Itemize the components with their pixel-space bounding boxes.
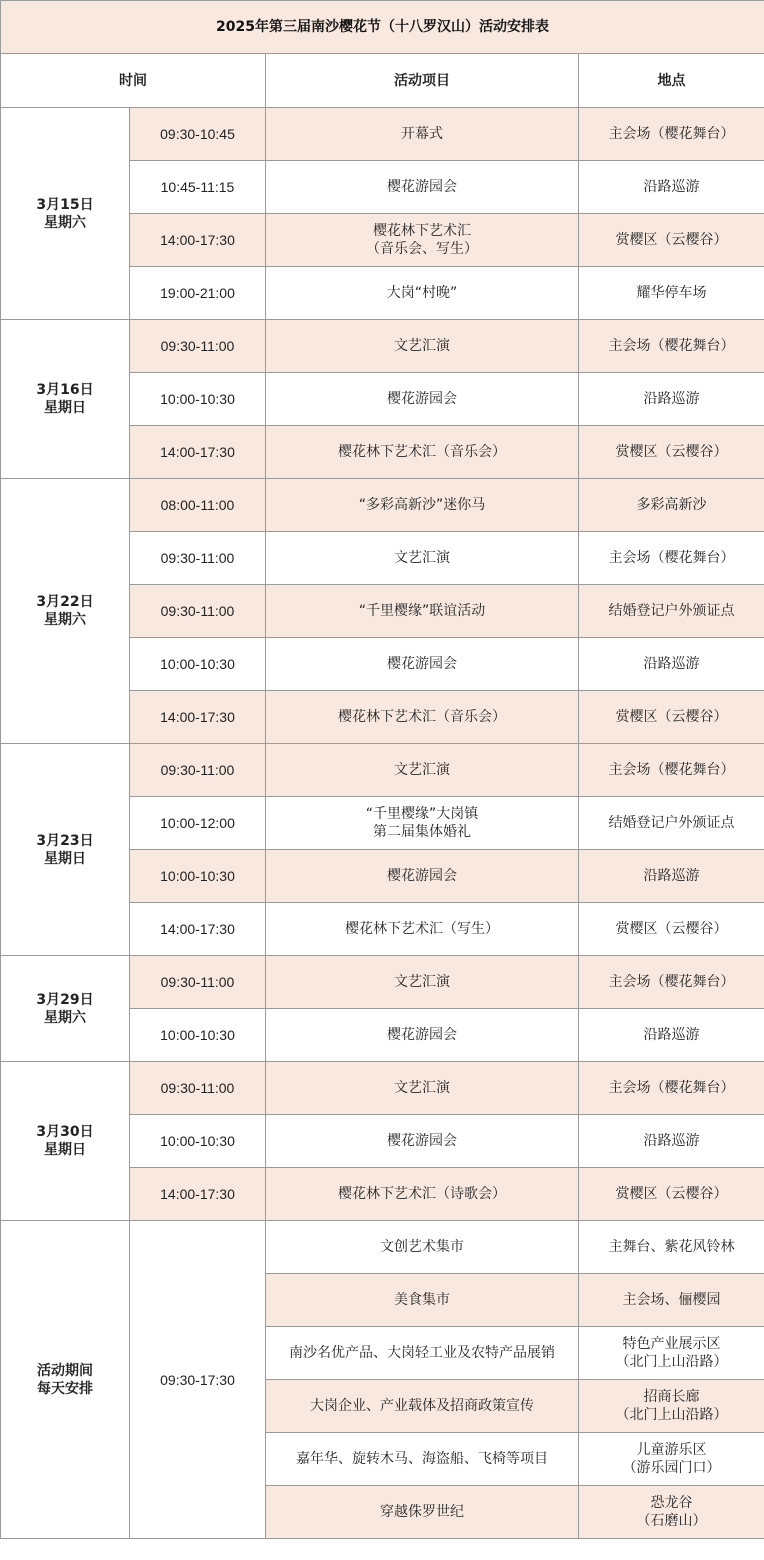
date-cell: [1, 320, 130, 479]
location-line: 赏樱区（云樱谷）: [615, 232, 728, 248]
header-time: 时间: [1, 54, 266, 108]
time-cell: 14:00-17:30: [130, 1168, 266, 1221]
location-line: 主舞台、紫花风铃林: [608, 1239, 735, 1255]
date-cell: [1, 1062, 130, 1221]
activity-cell: [266, 1274, 579, 1327]
time-cell: 10:00-10:30: [130, 638, 266, 691]
table-row: [1, 479, 764, 532]
date-cell: [1, 744, 130, 956]
activity-line: 樱花林下艺术汇: [373, 223, 471, 239]
weekday-label: 星期日: [44, 1142, 86, 1158]
activity-cell: [266, 797, 579, 850]
location-line: 主会场、俪樱园: [622, 1292, 721, 1308]
location-line: 主会场（樱花舞台）: [608, 762, 735, 778]
activity-cell: [266, 532, 579, 585]
activity-cell: [266, 1221, 579, 1274]
location-line: 恐龙谷: [650, 1495, 693, 1511]
activity-line: 樱花游园会: [387, 1027, 457, 1043]
time-cell: 14:00-17:30: [130, 214, 266, 267]
location-line: 沿路巡游: [643, 179, 700, 195]
location-cell: [579, 1062, 764, 1115]
activity-line: 第二届集体婚礼: [373, 824, 471, 840]
daily-label-line: 活动期间: [37, 1362, 93, 1379]
activity-cell: [266, 956, 579, 1009]
activity-cell: [266, 850, 579, 903]
location-cell: [579, 1115, 764, 1168]
time-cell: 14:00-17:30: [130, 903, 266, 956]
location-line: 主会场（樱花舞台）: [608, 974, 735, 990]
activity-cell: [266, 1009, 579, 1062]
weekday-label: 星期六: [44, 214, 86, 231]
date-label: 3月16日: [36, 382, 94, 398]
date-label: 3月30日: [36, 1124, 94, 1140]
time-cell: 14:00-17:30: [130, 691, 266, 744]
activity-cell: [266, 320, 579, 373]
activity-line: 开幕式: [401, 126, 443, 142]
activity-cell: [266, 1168, 579, 1221]
table-row: [1, 956, 764, 1009]
activity-cell: [266, 373, 579, 426]
header-location: 地点: [579, 54, 764, 108]
location-cell: [579, 161, 764, 214]
time-cell: 10:00-10:30: [130, 850, 266, 903]
time-cell: 19:00-21:00: [130, 267, 266, 320]
activity-line: 樱花游园会: [387, 1133, 457, 1149]
location-line: 结婚登记户外颁证点: [608, 603, 735, 619]
activity-line: 南沙名优产品、大岗轻工业及农特产品展销: [289, 1345, 555, 1361]
daily-time-cell: 09:30-17:30: [130, 1221, 266, 1539]
location-cell: [579, 214, 764, 267]
location-line: 赏樱区（云樱谷）: [615, 1186, 728, 1202]
table-title: 2025年第三届南沙樱花节（十八罗汉山）活动安排表: [1, 1, 764, 54]
table-row: [1, 1062, 764, 1115]
time-cell: 14:00-17:30: [130, 426, 266, 479]
activity-line: 嘉年华、旋转木马、海盗船、飞椅等项目: [296, 1451, 548, 1467]
time-cell: 10:00-12:00: [130, 797, 266, 850]
activity-line: 文艺汇演: [394, 762, 450, 778]
location-cell: [579, 426, 764, 479]
activity-line: 大岗“村晚”: [386, 285, 458, 301]
location-cell: [579, 956, 764, 1009]
activity-cell: [266, 1433, 579, 1486]
date-cell: [1, 956, 130, 1062]
time-cell: 09:30-10:45: [130, 108, 266, 161]
time-cell: 09:30-11:00: [130, 532, 266, 585]
activity-line: （音乐会、写生）: [366, 241, 478, 257]
activity-cell: [266, 267, 579, 320]
location-line: 赏樱区（云樱谷）: [615, 709, 728, 725]
time-cell: 10:00-10:30: [130, 373, 266, 426]
activity-cell: [266, 1327, 579, 1380]
activity-cell: [266, 1115, 579, 1168]
activity-line: 樱花林下艺术汇（诗歌会）: [338, 1186, 506, 1202]
location-cell: [579, 532, 764, 585]
location-cell: [579, 373, 764, 426]
time-cell: 09:30-11:00: [130, 1062, 266, 1115]
activity-line: 樱花林下艺术汇（音乐会）: [338, 444, 506, 460]
activity-cell: [266, 691, 579, 744]
location-line: 主会场（樱花舞台）: [608, 126, 735, 142]
time-cell: 10:00-10:30: [130, 1009, 266, 1062]
table-row: [1, 1221, 764, 1274]
time-cell: 09:30-11:00: [130, 585, 266, 638]
location-line: 结婚登记户外颁证点: [608, 815, 735, 831]
activity-cell: [266, 744, 579, 797]
date-label: 3月22日: [36, 594, 94, 610]
activity-cell: [266, 1380, 579, 1433]
activity-cell: [266, 108, 579, 161]
time-cell: 09:30-11:00: [130, 956, 266, 1009]
table-row: [1, 744, 764, 797]
activity-cell: [266, 426, 579, 479]
activity-line: 穿越侏罗世纪: [380, 1504, 464, 1520]
location-line: 特色产业展示区: [622, 1336, 721, 1352]
location-line: 主会场（樱花舞台）: [608, 1080, 735, 1096]
location-cell: [579, 638, 764, 691]
activity-line: 文艺汇演: [394, 338, 450, 354]
time-cell: 10:00-10:30: [130, 1115, 266, 1168]
location-line: （北门上山沿路）: [615, 1354, 728, 1370]
activity-line: 美食集市: [394, 1292, 450, 1308]
location-line: 沿路巡游: [643, 1133, 700, 1149]
location-cell: [579, 1433, 764, 1486]
time-cell: 10:45-11:15: [130, 161, 266, 214]
activity-cell: [266, 1062, 579, 1115]
location-cell: [579, 1168, 764, 1221]
activity-line: 樱花游园会: [387, 868, 457, 884]
activity-cell: [266, 1486, 579, 1539]
location-line: 沿路巡游: [643, 391, 700, 407]
location-cell: [579, 1009, 764, 1062]
location-cell: [579, 691, 764, 744]
time-cell: 09:30-11:00: [130, 320, 266, 373]
location-cell: [579, 585, 764, 638]
schedule-body: [1, 108, 764, 1539]
activity-line: “多彩高新沙”迷你马: [358, 497, 486, 513]
activity-cell: [266, 903, 579, 956]
weekday-label: 星期六: [44, 1009, 86, 1026]
location-cell: [579, 1486, 764, 1539]
activity-line: “千里樱缘”大岗镇: [365, 806, 479, 822]
activity-line: 文艺汇演: [394, 550, 450, 566]
location-line: 主会场（樱花舞台）: [608, 550, 735, 566]
activity-cell: [266, 479, 579, 532]
location-line: 赏樱区（云樱谷）: [615, 444, 728, 460]
date-cell: [1, 108, 130, 320]
location-line: （石磨山）: [636, 1513, 707, 1529]
location-cell: [579, 1327, 764, 1380]
activity-line: 文创艺术集市: [380, 1239, 464, 1255]
activity-line: 樱花林下艺术汇（音乐会）: [338, 709, 506, 725]
location-cell: [579, 320, 764, 373]
activity-cell: [266, 638, 579, 691]
location-cell: [579, 1380, 764, 1433]
header-activity: 活动项目: [266, 54, 579, 108]
activity-line: 樱花游园会: [387, 391, 457, 407]
activity-line: 樱花林下艺术汇（写生）: [345, 921, 499, 937]
daily-label-cell: [1, 1221, 130, 1539]
location-line: 多彩高新沙: [636, 497, 707, 513]
date-label: 3月23日: [36, 832, 94, 849]
activity-line: 樱花游园会: [387, 179, 457, 195]
table-row: [1, 320, 764, 373]
location-line: 儿童游乐区: [636, 1442, 707, 1458]
location-line: 沿路巡游: [643, 1027, 700, 1043]
location-cell: [579, 108, 764, 161]
location-line: 沿路巡游: [643, 868, 700, 884]
time-cell: 08:00-11:00: [130, 479, 266, 532]
location-cell: [579, 797, 764, 850]
activity-line: 大岗企业、产业载体及招商政策宣传: [310, 1398, 534, 1414]
activity-line: “千里樱缘”联谊活动: [358, 603, 486, 619]
location-line: 赏樱区（云樱谷）: [615, 921, 728, 937]
activity-cell: [266, 585, 579, 638]
location-line: 沿路巡游: [643, 656, 700, 672]
time-cell: 09:30-11:00: [130, 744, 266, 797]
location-cell: [579, 479, 764, 532]
location-cell: [579, 744, 764, 797]
location-cell: [579, 903, 764, 956]
date-label: 3月15日: [36, 196, 94, 213]
activity-line: 樱花游园会: [387, 656, 457, 672]
weekday-label: 星期六: [44, 612, 86, 628]
location-line: 招商长廊: [643, 1389, 700, 1405]
location-cell: [579, 267, 764, 320]
date-cell: [1, 479, 130, 744]
weekday-label: 星期日: [44, 850, 86, 867]
activity-cell: [266, 161, 579, 214]
location-line: 主会场（樱花舞台）: [608, 338, 735, 354]
location-line: （游乐园门口）: [622, 1460, 721, 1476]
date-label: 3月29日: [36, 991, 94, 1008]
location-cell: [579, 1221, 764, 1274]
activity-line: 文艺汇演: [394, 1080, 450, 1096]
table-row: [1, 108, 764, 161]
location-cell: [579, 850, 764, 903]
weekday-label: 星期日: [44, 400, 86, 416]
daily-label-line: 每天安排: [37, 1380, 93, 1397]
location-line: （北门上山沿路）: [615, 1407, 728, 1423]
activity-line: 文艺汇演: [394, 974, 450, 990]
location-line: 耀华停车场: [636, 285, 707, 301]
activity-cell: [266, 214, 579, 267]
location-cell: [579, 1274, 764, 1327]
